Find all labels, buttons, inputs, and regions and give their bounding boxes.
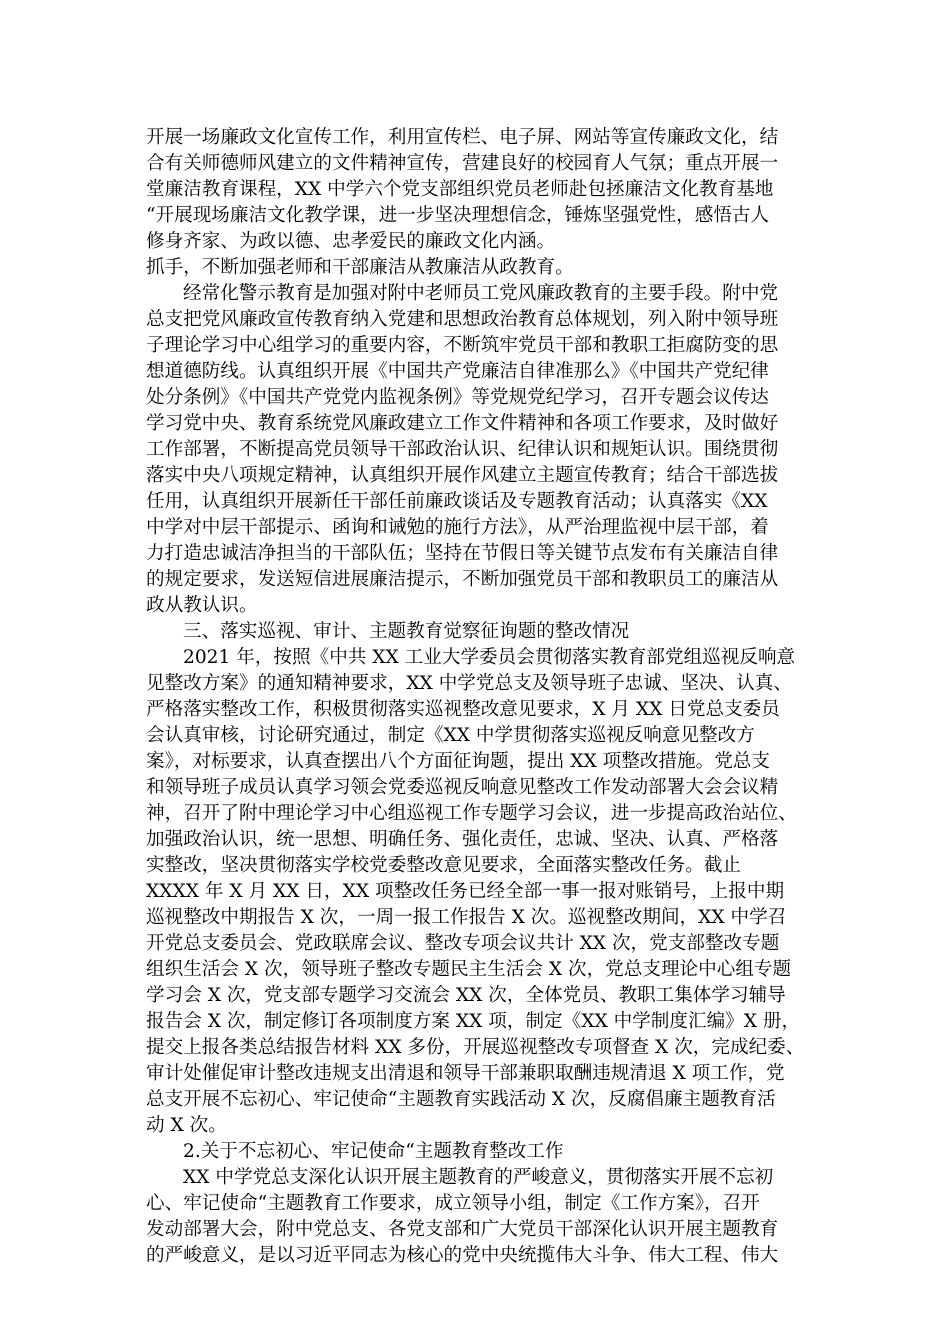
text-line: 学习会 X 次，党支部专题学习交流会 XX 次，全体党员、教职工集体学习辅导: [146, 985, 786, 1006]
text-line: 工作部署，不断提高党员领导干部政治认识、纪律认识和规矩认识。围绕贯彻: [146, 439, 779, 460]
text-line: 和领导班子成员认真学习领会党委巡视反响意见整改工作发动部署大会会议精: [146, 777, 779, 798]
text-line: 抓手，不断加强老师和干部廉洁从教廉洁从政教育。: [146, 257, 574, 278]
text-line: 政从教认识。: [146, 595, 258, 616]
text-line: 组织生活会 X 次，领导班子整改专题民主生活会 X 次，党总支理论中心组专题: [146, 959, 792, 980]
text-line: 处分条例》《中国共产党党内监视条例》等党规党纪学习，召开专题会议传达: [146, 387, 769, 408]
text-line: 想道德防线。认真组织开展《中国共产党廉洁自律准那么》《中国共产党纪律: [146, 361, 769, 382]
text-line: XXXX 年 X 月 XX 日，XX 项整改任务已经全部一事一报对账销号，上报中期: [146, 881, 785, 902]
paragraph-first-line: XX 中学党总支深化认识开展主题教育的严峻意义，贯彻落实开展不忘初: [183, 1167, 774, 1188]
text-line: 实整改，坚决贯彻落实学校党委整改意见要求，全面落实整改任务。截止: [146, 855, 742, 876]
subsection-heading: 2.关于不忘初心、牢记使命“主题教育整改工作: [183, 1141, 564, 1162]
text-line: 见整改方案》的通知精神要求，XX 中学党总支及领导班子忠诚、坚决、认真、: [146, 673, 792, 694]
text-line: 任用，认真组织开展新任干部任前廉政谈话及专题教育活动；认真落实《XX: [146, 491, 768, 512]
text-line: 力打造忠诚洁净担当的干部队伍；坚持在节假日等关键节点发布有关廉洁自律: [146, 543, 779, 564]
text-line: 开展一场廉政文化宣传工作，利用宣传栏、电子屏、网站等宣传廉政文化，结: [146, 127, 779, 148]
text-line: 学习党中央、教育系统党风廉政建立工作文件精神和各项工作要求，及时做好: [146, 413, 779, 434]
text-line: 动 X 次。: [146, 1115, 227, 1136]
text-line: 的规定要求，发送短信进展廉洁提示，不断加强党员干部和教职员工的廉洁从: [146, 569, 779, 590]
text-line: 开党总支委员会、党政联席会议、整改专项会议共计 XX 次，党支部整改专题: [146, 933, 780, 954]
text-line: 的严峻意义，是以习近平同志为核心的党中央统揽伟大斗争、伟大工程、伟大: [146, 1245, 779, 1266]
text-line: 总支把党风廉政宣传教育纳入党建和思想政治教育总体规划，列入附中领导班: [146, 309, 779, 330]
text-line: 巡视整改中期报告 X 次，一周一报工作报告 X 次。巡视整改期间，XX 中学召: [146, 907, 787, 928]
section-heading: 三、落实巡视、审计、主题教育觉察征询题的整改情况: [183, 621, 630, 642]
text-line: “开展现场廉洁文化教学课，进一步坚决理想信念，锤炼坚强党性，感悟古人: [146, 205, 770, 226]
text-line: 审计处催促审计整改违规支出清退和领导干部兼职取酬违规清退 X 项工作，党: [146, 1063, 785, 1084]
text-line: 修身齐家、为政以德、忠孝爱民的廉政文化内涵。: [146, 231, 556, 252]
text-line: 严格落实整改工作，积极贯彻落实巡视整改意见要求，X 月 XX 日党总支委员: [146, 699, 780, 720]
text-line: 合有关师德师风建立的文件精神宣传，营建良好的校园育人气氛；重点开展一: [146, 153, 779, 174]
document-body: [146, 125, 816, 1269]
text-line: 落实中央八项规定精神，认真组织开展作风建立主题宣传教育；结合干部选拔: [146, 465, 779, 486]
text-line: 提交上报各类总结报告材料 XX 多份，开展巡视整改专项督查 X 次，完成纪委、: [146, 1037, 805, 1058]
text-line: 会认真审核，讨论研究通过，制定《XX 中学贯彻落实巡视反响意见整改方: [146, 725, 755, 746]
text-line: 神，召开了附中理论学习中心组巡视工作专题学习会议，进一步提高政治站位、: [146, 803, 797, 824]
text-line: 案》，对标要求，认真查摆出八个方面征询题，提出 XX 项整改措施。党总支: [146, 751, 770, 772]
text-line: 心、牢记使命“主题教育工作要求，成立领导小组，制定《工作方案》，召开: [146, 1193, 760, 1214]
paragraph-first-line: 2021 年，按照《中共 XX 工业大学委员会贯彻落实教育部党组巡视反响意: [183, 647, 796, 668]
text-line: 中学对中层干部提示、函询和诫勉的施行方法》，从严治理监视中层干部，着: [146, 517, 769, 538]
text-line: 加强政治认识，统一思想、明确任务、强化责任，忠诚、坚决、认真、严格落: [146, 829, 779, 850]
text-line: 子理论学习中心组学习的重要内容，不断筑牢党员干部和教职工拒腐防变的思: [146, 335, 779, 356]
text-line: 报告会 X 次，制定修订各项制度方案 XX 项，制定《XX 中学制度汇编》X 册，: [146, 1011, 801, 1032]
text-line: 堂廉洁教育课程，XX 中学六个党支部组织党员老师赴包拯廉洁文化教育基地: [146, 179, 774, 200]
paragraph-first-line: 经常化警示教育是加强对附中老师员工党风廉政教育的主要手段。附中党: [183, 283, 779, 304]
text-line: 发动部署大会，附中党总支、各党支部和广大党员干部深化认识开展主题教育: [146, 1219, 779, 1240]
text-line: 总支开展不忘初心、牢记使命“主题教育实践活动 X 次，反腐倡廉主题教育活: [146, 1089, 776, 1110]
